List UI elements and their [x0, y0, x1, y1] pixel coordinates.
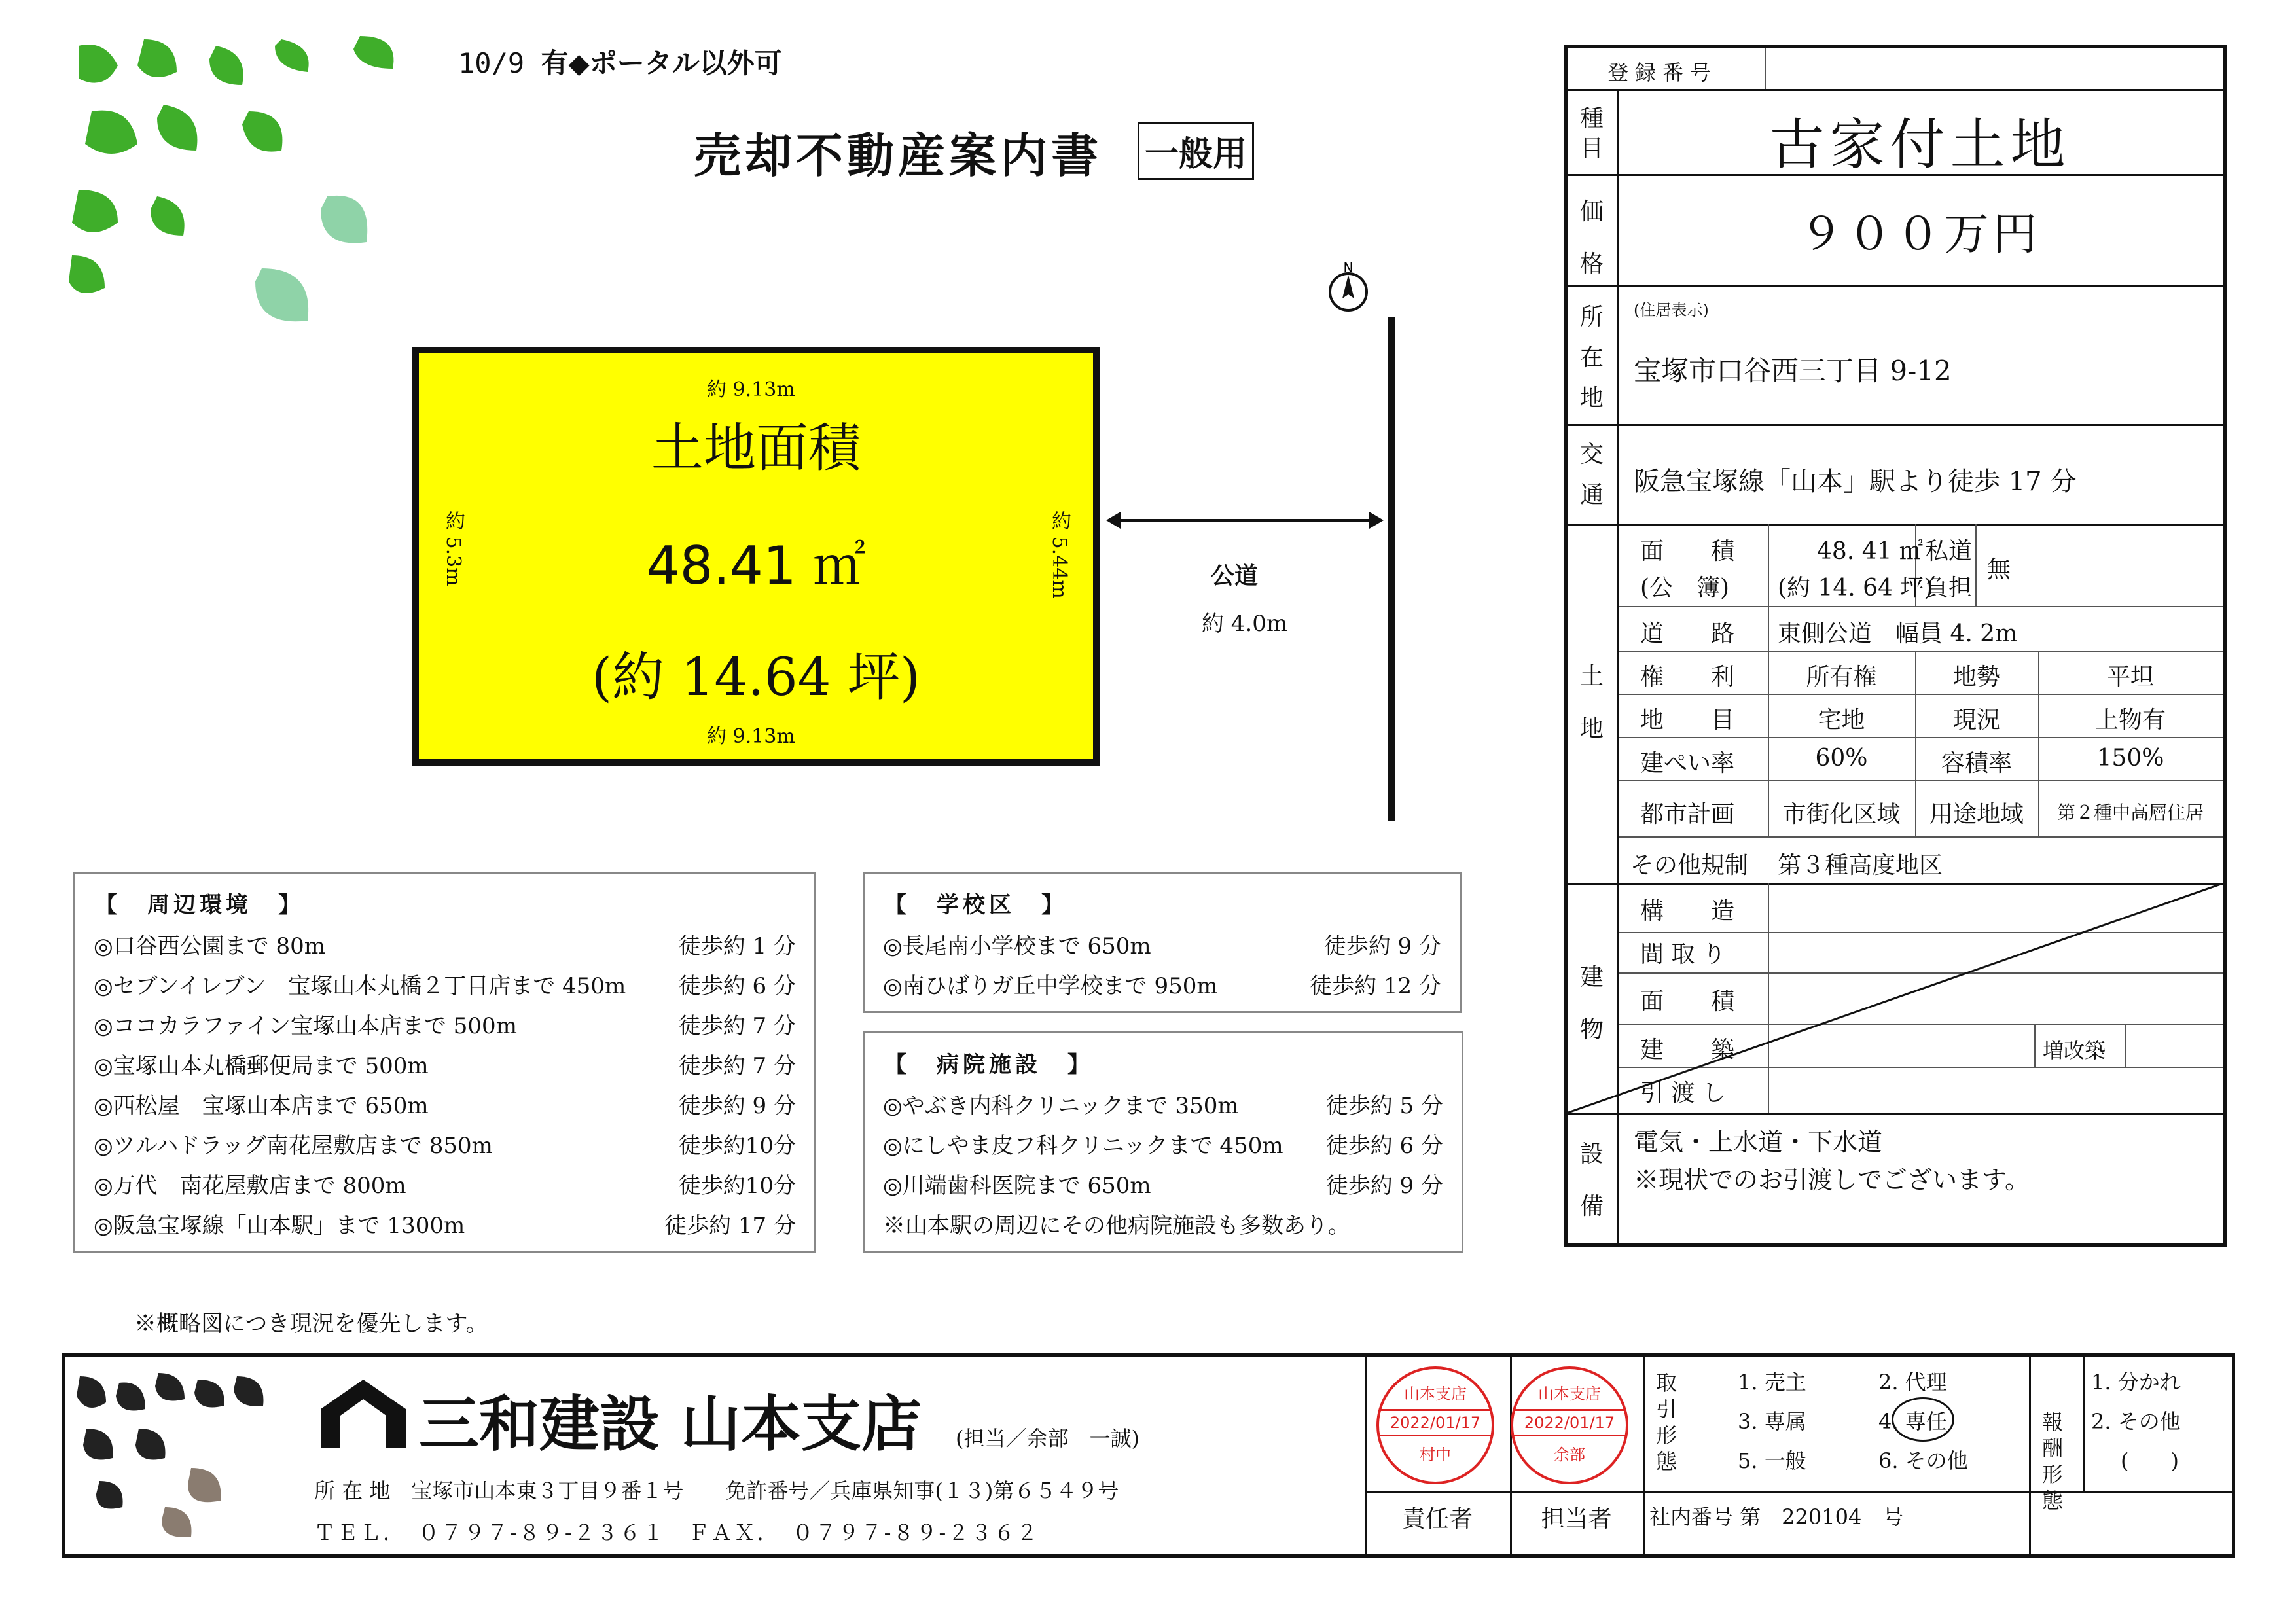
terrain-value: 平坦	[2106, 664, 2154, 690]
list-item: ◎セブンイレブン 宝塚山本丸橋２丁目店まで 450m 徒歩約 6 分	[94, 973, 796, 999]
north-label: N	[1343, 260, 1354, 276]
footer-leaf-decoration	[73, 1370, 283, 1546]
land-section-label: 土地	[1580, 663, 1604, 742]
private-road-label-1: 私道	[1925, 538, 1973, 565]
land-plot	[412, 347, 1100, 766]
trade-type-label: 取引形態	[1656, 1370, 1677, 1474]
location-note: (住居表示)	[1634, 301, 1709, 319]
fee-type-label: 報酬形態	[2042, 1410, 2064, 1513]
current-value: 上物有	[2094, 707, 2166, 734]
other-regulation-label: その他規制	[1630, 852, 1749, 879]
company-address: 所 在 地 宝塚市山本東３丁目９番１号 免許番号／兵庫県知事(１３)第６５４９号	[314, 1478, 1119, 1503]
list-item: ◎川端歯科医院まで 650m 徒歩約 9 分	[883, 1173, 1443, 1199]
land-area-m2: 48.41 ㎡	[646, 535, 866, 596]
selected-circle	[1892, 1397, 1954, 1442]
top-length: 約 9.13m	[707, 378, 795, 401]
company-logo-icon	[314, 1376, 412, 1448]
area-value-1: 48. 41 ㎡	[1817, 538, 1923, 565]
current-label: 現況	[1952, 707, 2000, 734]
land-area-label: 土地面積	[651, 418, 861, 478]
equipment-value-1: 電気・上水道・下水道	[1634, 1128, 1883, 1156]
reg-no-label: 登録番号	[1607, 60, 1718, 85]
approval-stamp: 山本支店 2022/01/17 村中	[1376, 1366, 1494, 1484]
note-text: 有◆ポータル以外可	[541, 47, 782, 79]
fee-option: 2. その他	[2091, 1409, 2181, 1434]
staff-label: 担当者	[1541, 1506, 1612, 1533]
plan-value: 市街化区域	[1782, 801, 1901, 828]
location-label: 所在地	[1580, 304, 1604, 412]
surroundings-heading: 【 周辺環境 】	[95, 892, 304, 918]
arrow-head-right-icon	[1369, 512, 1384, 529]
right-length: 約 5.44m	[1048, 510, 1071, 599]
zone-value: 第２種中高層住居	[2056, 802, 2204, 823]
building-section-label: 建物	[1580, 964, 1604, 1043]
area-label-2: (公 簿)	[1640, 575, 1730, 601]
list-item: ◎にしやま皮フ科クリニックまで 450m 徒歩約 6 分	[883, 1133, 1443, 1159]
company-name: 三和建設 山本支店	[419, 1389, 922, 1459]
frontage-arrow	[1113, 519, 1380, 522]
listing-note	[458, 42, 782, 81]
road-width: 約 4.0m	[1202, 611, 1288, 637]
far-label: 容積率	[1941, 750, 2012, 777]
area-value-2: (約 14. 64 坪)	[1778, 575, 1933, 601]
layout-label: 間 取 り	[1640, 941, 1726, 968]
type-label: 種目	[1580, 105, 1604, 162]
fee-option: 1. 分かれ	[2091, 1370, 2181, 1395]
school-heading: 【 学校区 】	[884, 892, 1067, 918]
road-edge	[1388, 317, 1395, 821]
staff-person: (担当／余部 一誠)	[956, 1426, 1139, 1451]
built-label: 建 築	[1640, 1037, 1735, 1063]
trade-option: 2. 代理	[1878, 1370, 1947, 1395]
type-value: 古家付土地	[1769, 113, 2071, 177]
far-value: 150%	[2096, 745, 2164, 772]
list-item: ◎万代 南花屋敷店まで 800m 徒歩約10分	[94, 1173, 796, 1199]
school-box	[863, 872, 1462, 1013]
note-date: 10/9	[458, 47, 525, 79]
trade-option-selected: 4. 専任	[1878, 1409, 1947, 1434]
internal-number: 社内番号 第 220104 号	[1649, 1505, 1904, 1529]
trade-option: 6. その他	[1878, 1448, 1968, 1473]
list-item: ◎西松屋 宝塚山本店まで 650m 徒歩約 9 分	[94, 1093, 796, 1119]
list-item: ◎阪急宝塚線「山本駅」まで 1300m 徒歩約 17 分	[94, 1213, 796, 1239]
hospital-heading: 【 病院施設 】	[884, 1052, 1094, 1078]
traffic-value: 阪急宝塚線「山本」駅より徒歩 17 分	[1634, 467, 2077, 497]
trade-option: 5. 一般	[1738, 1448, 1806, 1473]
list-item: ◎口谷西公園まで 80m 徒歩約 1 分	[94, 933, 796, 959]
terrain-label: 地勢	[1952, 664, 2000, 690]
equipment-value-2: ※現状でのお引渡しでございます。	[1634, 1166, 2030, 1194]
trade-option: 1. 売主	[1738, 1370, 1806, 1395]
building-area-label: 面 積	[1640, 988, 1735, 1015]
responsible-label: 責任者	[1401, 1506, 1473, 1533]
road-value: 東側公道 幅員 4. 2m	[1778, 620, 2018, 647]
fee-option-blank: ( )	[2121, 1448, 2179, 1473]
price-label: 価格	[1580, 198, 1604, 277]
land-area-tsubo: (約 14.64 坪)	[591, 647, 921, 707]
list-item: ◎やぶき内科クリニックまで 350m 徒歩約 5 分	[883, 1093, 1443, 1119]
private-road-value: 無	[1987, 556, 2011, 583]
coverage-value: 60%	[1815, 745, 1868, 772]
company-footer	[62, 1353, 2235, 1558]
road-label: 公道	[1211, 563, 1259, 590]
list-item: ◎ツルハドラッグ南花屋敷店まで 850m 徒歩約10分	[94, 1133, 796, 1159]
traffic-label: 交通	[1580, 441, 1604, 508]
equipment-label: 設備	[1580, 1141, 1604, 1220]
list-item: ◎宝塚山本丸橋郵便局まで 500m 徒歩約 7 分	[94, 1053, 796, 1079]
disclaimer: ※概略図につき現況を優先します。	[134, 1311, 488, 1337]
bottom-length: 約 9.13m	[707, 725, 795, 748]
other-regulation-value: 第３種高度地区	[1778, 852, 1943, 879]
property-table	[1564, 45, 2227, 1247]
plan-label: 都市計画	[1640, 801, 1735, 828]
right-label: 権 利	[1640, 664, 1735, 690]
zone-label: 用途地域	[1929, 801, 2024, 828]
company-tel-fax: ＴＥＬ． ０７９７-８９-２３６１ ＦＡＸ． ０７９７-８９-２３６２	[314, 1520, 1040, 1545]
surroundings-box	[73, 872, 816, 1253]
price-value: ９００万円	[1799, 209, 2041, 260]
list-item: ◎ココカラファイン宝塚山本店まで 500m 徒歩約 7 分	[94, 1013, 796, 1039]
list-item: ◎長尾南小学校まで 650m 徒歩約 9 分	[883, 933, 1441, 959]
renovation-label: 増改築	[2043, 1038, 2106, 1063]
coverage-label: 建ぺい率	[1640, 750, 1735, 777]
page-title: 売却不動産案内書	[694, 128, 1103, 183]
trade-option: 3. 専属	[1738, 1409, 1806, 1434]
arrow-head-left-icon	[1106, 512, 1121, 529]
right-value: 所有権	[1806, 664, 1877, 690]
hospital-note: ※山本駅の周辺にその他病院施設も多数あり。	[883, 1213, 1350, 1239]
location-value: 宝塚市口谷西三丁目 9-12	[1634, 355, 1952, 387]
category-value: 宅地	[1818, 707, 1865, 734]
general-use-badge: 一般用	[1138, 122, 1254, 180]
left-length: 約 5.3m	[442, 510, 465, 586]
list-item: ◎南ひばりガ丘中学校まで 950m 徒歩約 12 分	[883, 973, 1441, 999]
area-label-1: 面 積	[1640, 538, 1735, 565]
staff-stamp: 山本支店 2022/01/17 余部	[1511, 1366, 1628, 1484]
handover-label: 引 渡 し	[1640, 1080, 1726, 1107]
structure-label: 構 造	[1640, 898, 1735, 925]
north-arrow-icon	[1325, 260, 1371, 313]
leaf-decoration	[65, 33, 432, 360]
private-road-label-2: 負担	[1925, 575, 1973, 601]
road-label: 道 路	[1640, 620, 1735, 647]
hospital-box	[863, 1031, 1463, 1253]
category-label: 地 目	[1640, 707, 1735, 734]
